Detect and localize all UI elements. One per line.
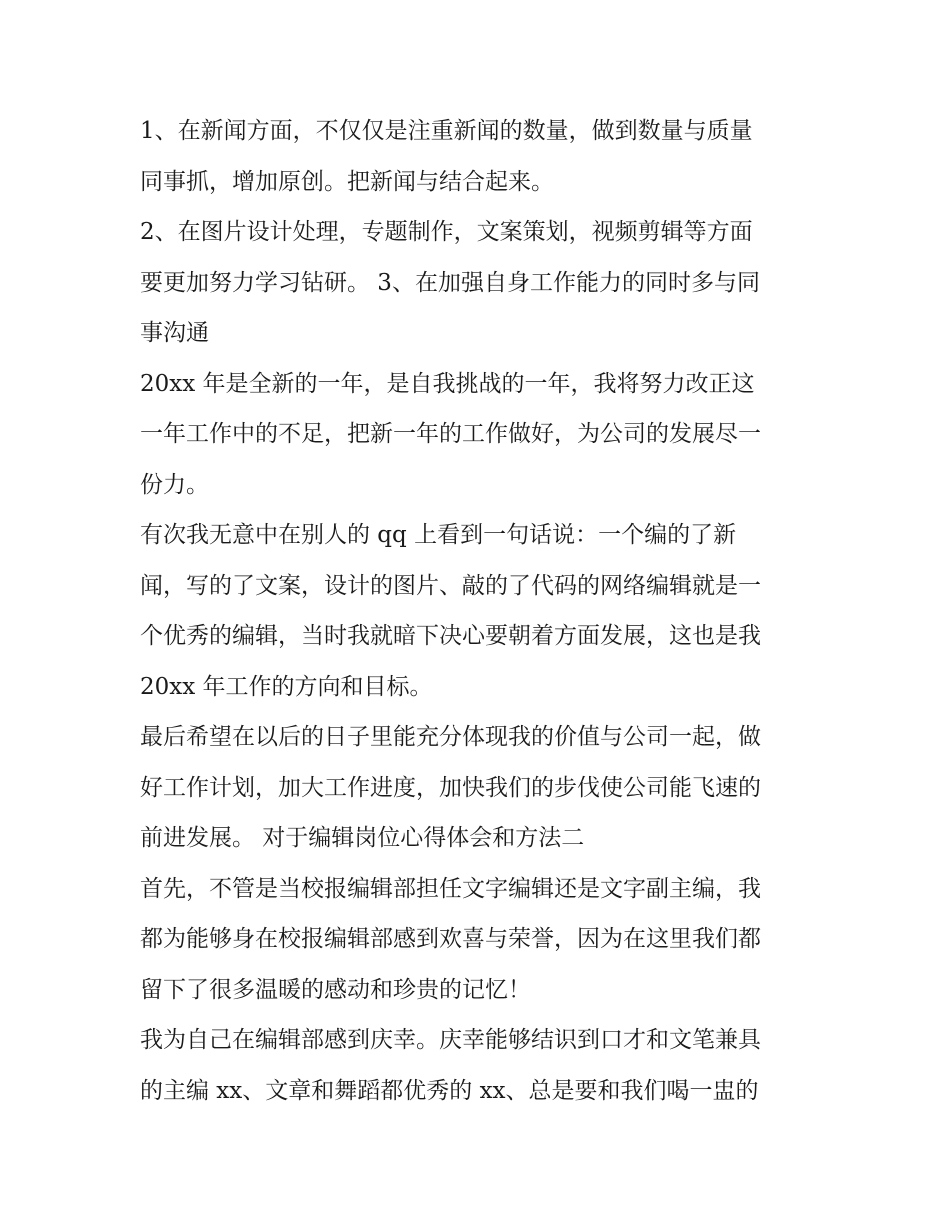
- text-line: 同事抓，增加原创。把新闻与结合起来。: [140, 168, 554, 195]
- text-line: 一年工作中的不足，把新一年的工作做好，为公司的发展尽一: [140, 421, 761, 447]
- text-line: 首先，不管是当校报编辑部担任文字编辑还是文字副主编，我: [140, 875, 761, 902]
- text-line: 20xx 年是全新的一年，是自我挑战的一年，我将努力改正这: [140, 370, 755, 397]
- text-line: 有次我无意中在别人的 qq 上看到一句话说：一个编的了新: [140, 522, 737, 548]
- text-line: 前进发展。 对于编辑岗位心得体会和方法二: [140, 825, 585, 851]
- text-line: 好工作计划，加大工作进度，加快我们的步伐使公司能飞速的: [140, 774, 761, 801]
- text-line: 留下了很多温暖的感动和珍贵的记忆！: [140, 976, 531, 1003]
- text-line: 20xx 年工作的方向和目标。: [140, 673, 433, 700]
- text-line: 的主编 xx、文章和舞蹈都优秀的 xx、总是要和我们喝一盅的: [140, 1077, 759, 1104]
- text-line: 我为自己在编辑部感到庆幸。庆幸能够结识到口才和文笔兼具: [140, 1027, 761, 1053]
- text-line: 1、在新闻方面，不仅仅是注重新闻的数量，做到数量与质量: [140, 118, 753, 144]
- text-line: 份力。: [140, 471, 209, 498]
- text-line: 事沟通: [140, 320, 209, 346]
- document-body: [140, 106, 820, 1116]
- text-line: 最后希望在以后的日子里能充分体现我的价值与公司一起，做: [140, 724, 761, 750]
- text-line: 都为能够身在校报编辑部感到欢喜与荣誉，因为在这里我们都: [140, 926, 761, 952]
- text-line: 2、在图片设计处理，专题制作，文案策划，视频剪辑等方面: [140, 219, 753, 245]
- text-line: 个优秀的编辑，当时我就暗下决心要朝着方面发展，这也是我: [140, 623, 761, 649]
- text-line: 要更加努力学习钻研。 3、在加强自身工作能力的同时多与同: [140, 269, 760, 296]
- text-line: 闻，写的了文案，设计的图片、敲的了代码的网络编辑就是一: [140, 572, 761, 599]
